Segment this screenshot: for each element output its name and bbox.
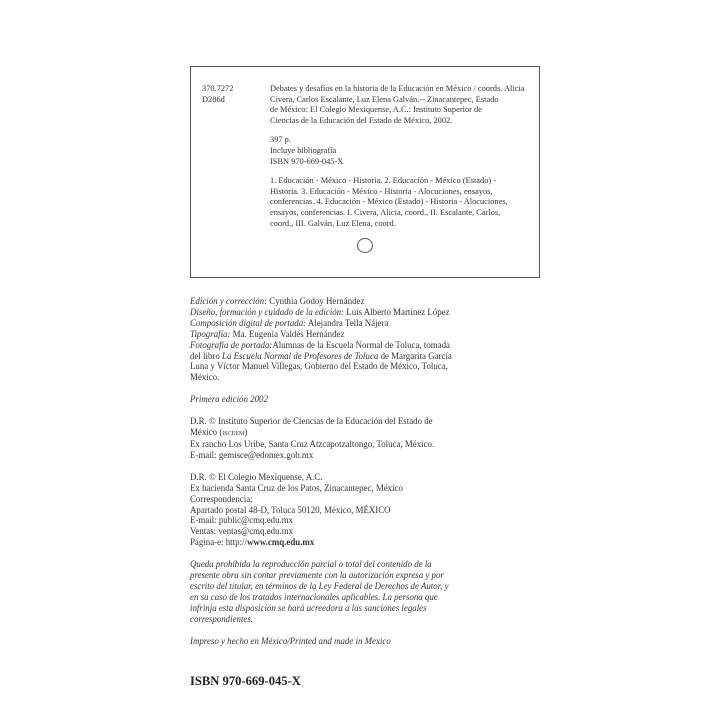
legal-line: correspondientes. [190, 613, 254, 624]
catalog-physical-line: 397 p. [270, 135, 291, 145]
colegio-sales-email: Ventas: ventas@cmq.edu.mx [190, 526, 294, 537]
credit-fotografia [190, 340, 490, 351]
book-title: La Escuela Normal de Profesores de Toluca [222, 350, 379, 361]
credit-composicion [190, 318, 490, 329]
colegio-website [190, 537, 490, 548]
catalog-card-body [270, 84, 532, 229]
isceem-address: Ex rancho Los Uribe, Santa Cruz Atzcapotzaltongo, Toluca, México. [190, 438, 435, 449]
legal-line: en su caso de los tratados internacionales aplicables. La persona que [190, 591, 438, 602]
credit-diseno [190, 307, 490, 318]
catalog-title-line: Debates y desafíos en la historia de la Educación en México / coords. Alicia [270, 84, 525, 93]
catalog-subjects-block [270, 176, 532, 229]
catalog-title-line: Ciencias de la Educación del Estado de México, 2002. [270, 115, 453, 125]
credit-value: Ma. Eugenia Valdés Hernández [230, 328, 345, 339]
copyright-text: ) [244, 427, 248, 438]
legal-line: presente obra sin contar previamente con la autorización expresa y por [190, 570, 444, 581]
colegio-correspondence-label: Correspondencia: [190, 493, 253, 504]
legal-notice [190, 559, 490, 624]
catalog-subject-line: ensayos, conferencias. I. Civera, Alicia, coord., II. Escalante, Carlos, [270, 207, 501, 217]
credit-value: Alumnas de la Escuela Normal de Toluca, tomada [272, 339, 450, 350]
call-number [202, 84, 233, 105]
copyright-text: México ( [190, 427, 223, 438]
credit-fotografia-cont: Luna y Víctor Manuel Villegas, Gobierno del Estado de México, Toluca, [190, 361, 448, 372]
edition-text: Primera edición 2002 [190, 394, 268, 405]
catalog-physical-line: ISBN 970-669-045-X [270, 156, 344, 166]
credit-label: Edición y corrección: [190, 296, 268, 306]
call-number-class: 370.7272 [202, 84, 234, 93]
credit-value: del libro [190, 350, 223, 361]
catalog-subject-line: Historia. 3. Educación - México - Historia - Alocuciones, ensayos, [270, 186, 493, 196]
credit-value: Cynthia Godoy Hernández [267, 296, 365, 306]
credit-label: Composición digital de portada: [190, 317, 307, 328]
copyright-colegio: D.R. © El Colegio Mexiquense, A.C. [190, 471, 323, 482]
catalog-title-line: de México: El Colegio Mexiquense, A.C.: Instituto Superior de [270, 105, 482, 115]
credit-edicion [190, 296, 490, 307]
credit-label: Tipografía: [190, 328, 231, 339]
credit-fotografia-cont [190, 351, 490, 362]
colegio-email: E-mail: public@cmq.edu.mx [190, 515, 294, 526]
credit-fotografia-cont: México. [190, 372, 220, 383]
copyright-isceem [190, 427, 490, 439]
catalog-subject-line: 1. Educación - México - Historia. 2. Educación - México (Estado) - [270, 176, 497, 186]
legal-line: infrinja esta disposición se hará acreedora a las sanciones legales [190, 602, 427, 613]
printed-in: Impreso y hecho en México/Printed and made in Mexico [190, 635, 391, 646]
credit-value: Alejandra Tella Nájera [306, 317, 389, 328]
credit-label: Fotografía de portada: [190, 339, 273, 350]
catalog-card-hole-circle [357, 238, 373, 253]
colegio-address: Ex hacienda Santa Cruz de los Patos, Zinacantepec, México [190, 482, 403, 493]
website-url: www.cmq.edu.mx [246, 537, 315, 548]
website-label: Página-e: http:// [190, 537, 247, 548]
colegio-postal: Apartado postal 48-D, Toluca 50120, México, MÉXICO [190, 504, 391, 515]
catalog-subject-line: conferencias. 4. Educación - México (Estado) - Historia - Alocuciones, [270, 197, 508, 207]
credit-label: Diseño, formación y cuidado de la edición: [190, 306, 345, 317]
credit-value: de Margarita García [378, 350, 452, 361]
catalog-physical-line: Incluye bibliografía [270, 145, 337, 155]
isbn-footer: ISBN 970-669-045-X [190, 674, 301, 688]
legal-line: Queda prohibida la reproducción parcial o total del contenido de la [190, 559, 432, 570]
legal-line: escrito del titular, en términos de la Ley Federal de Derechos de Autor, y [190, 580, 449, 591]
edition-statement [190, 394, 490, 405]
catalog-card [190, 66, 540, 278]
catalog-subject-line: coord., III. Galván, Luz Elena, coord. [270, 218, 396, 228]
colophon [190, 296, 490, 646]
isceem-acronym: isceem [222, 428, 245, 438]
catalog-title-line: Civera, Carlos Escalante, Luz Elena Galván.-- Zinacantepec, Estado [270, 94, 499, 104]
copyright-isceem: D.R. © Instituto Superior de Ciencias de la Educación del Estado de [190, 416, 433, 427]
catalog-physical-block [270, 135, 532, 167]
call-number-cutter: D286d [202, 94, 225, 104]
credit-value: Luis Alberto Martínez López [344, 306, 450, 317]
isceem-email: E-mail: gemisce@edomex.gob.mx [190, 449, 314, 460]
catalog-title-block [270, 84, 532, 126]
credit-tipografia [190, 329, 490, 340]
